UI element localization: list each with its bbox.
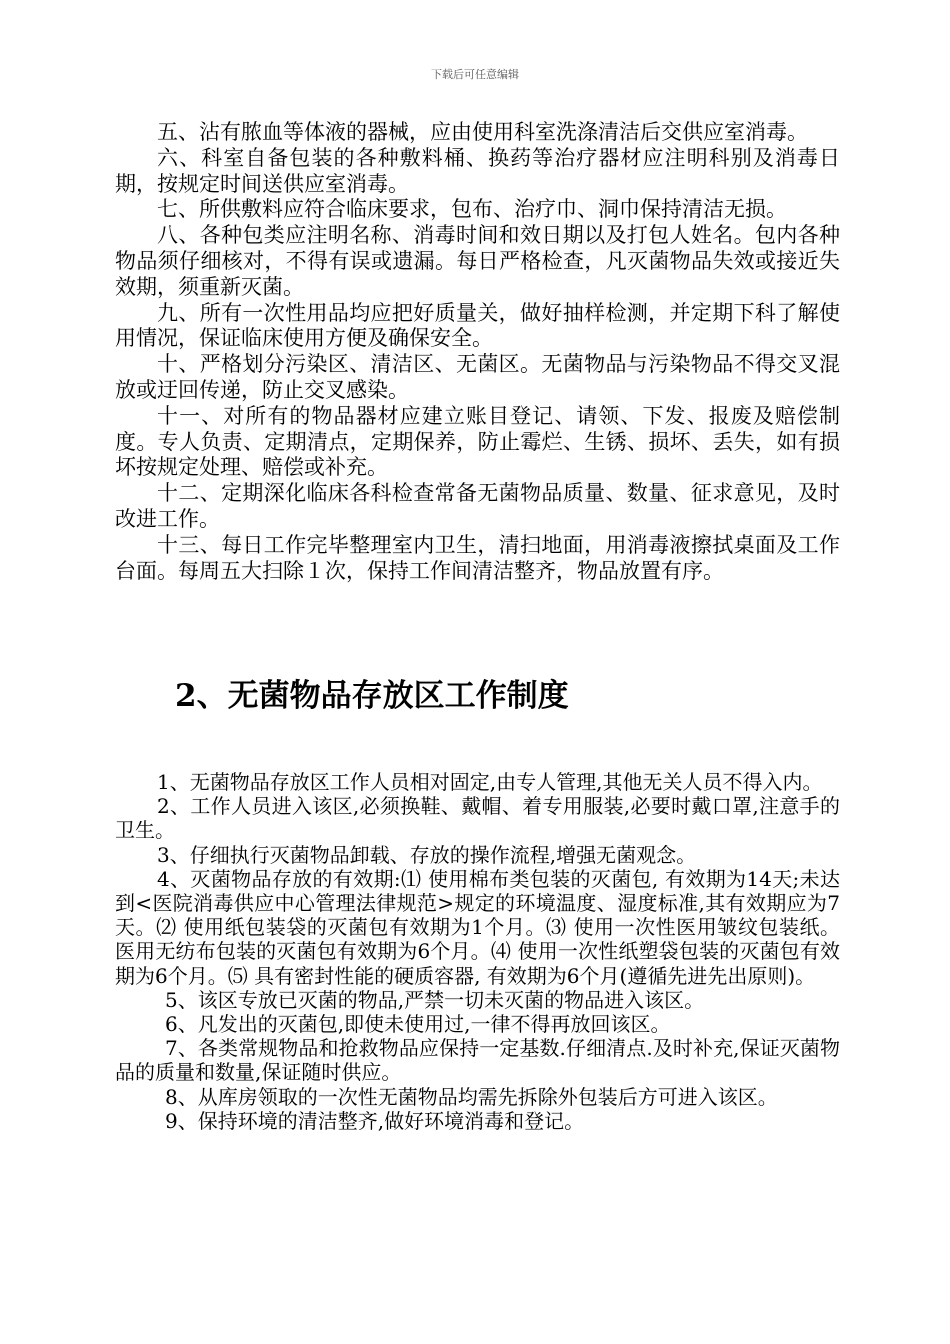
rule-item-8: 8、从库房领取的一次性无菌物品均需先拆除外包装后方可进入该区。	[165, 1084, 778, 1109]
paragraph-item-6: 六、科室自备包装的各种敷料桶、换药等治疗器材应注明科别及消毒日期，按规定时间送供应室消毒。	[115, 145, 840, 196]
rule-item-6: 6、凡发出的灭菌包,即使未使用过,一律不得再放回该区。	[165, 1012, 671, 1037]
rule-item-9: 9、保持环境的清洁整齐,做好环境消毒和登记。	[165, 1108, 585, 1133]
rule-item-5: 5、该区专放已灭菌的物品,严禁一切未灭菌的物品进入该区。	[165, 987, 705, 1012]
paragraph-item-7: 七、所供敷料应符合临床要求，包布、治疗巾、洞巾保持清洁无损。	[157, 197, 787, 222]
rule-item-2: 2、工作人员进入该区,必须换鞋、戴帽、着专用服装,必要时戴口罩,注意手的卫生。	[115, 794, 840, 843]
regulation-list-part1	[115, 120, 840, 584]
paragraph-item-10: 十、严格划分污染区、清洁区、无菌区。无菌物品与污染物品不得交叉混放或迂回传递，防止交叉感染。	[115, 352, 840, 402]
header-note: 下载后可任意编辑	[431, 68, 519, 81]
rule-item-1: 1、无菌物品存放区工作人员相对固定,由专人管理,其他无关人员不得入内。	[157, 770, 823, 794]
paragraph-item-11: 十一、对所有的物品器材应建立账目登记、请领、下发、报废及赔偿制度。专人负责、定期清点，定期保养，防止霉烂、生锈、损坏、丢失，如有损坏按规定处理、赔偿或补充。	[115, 403, 840, 480]
regulation-list-part2	[115, 770, 840, 1133]
paragraph-item-9: 九、所有一次性用品均应把好质量关，做好抽样检测，并定期下科了解使用情况，保证临床使用方便及确保安全。	[115, 300, 840, 351]
rule-item-3: 3、仔细执行灭菌物品卸载、存放的操作流程,增强无菌观念。	[157, 842, 697, 867]
paragraph-item-8: 八、各种包类应注明名称、消毒时间和效日期以及打包人姓名。包内各种物品须仔细核对，不得有误或遗漏。每日严格检查，凡灭菌物品失效或接近失效期，须重新灭菌。	[115, 223, 840, 299]
paragraph-item-12: 十二、定期深化临床各科检查常备无菌物品质量、数量、征求意见，及时改进工作。	[115, 481, 840, 531]
paragraph-item-5: 五、沾有脓血等体液的器械，应由使用科室洗涤清洁后交供应室消毒。	[157, 120, 808, 144]
paragraph-item-13: 十三、每日工作完毕整理室内卫生，清扫地面，用消毒液擦拭桌面及工作台面。每周五大扫除１次，保持工作间清洁整齐，物品放置有序。	[115, 532, 840, 583]
section-title: 2、无菌物品存放区工作制度	[175, 678, 569, 714]
rule-item-4: 4、灭菌物品存放的有效期:⑴ 使用棉布类包装的灭菌包, 有效期为14天;未达到<医院消毒供应中心管理法律规范>规定的环境温度、湿度标准,其有效期应为7天。⑵ 使用纸包装袋的灭菌包有效期为1个月。⑶ 使用一次性医用皱纹包装纸。医用无纺布包装的灭菌包有效期为6个月。⑷ 使用一次性纸塑袋包装的灭菌包有效期为6个月。⑸ 具有密封性能的硬质容器, 有效期为6个月(遵循先进先出原则)。	[115, 866, 840, 988]
rule-item-7: 7、各类常规物品和抢救物品应保持一定基数.仔细清点.及时补充,保证灭菌物品的质量和数量,保证随时供应。	[115, 1036, 840, 1085]
